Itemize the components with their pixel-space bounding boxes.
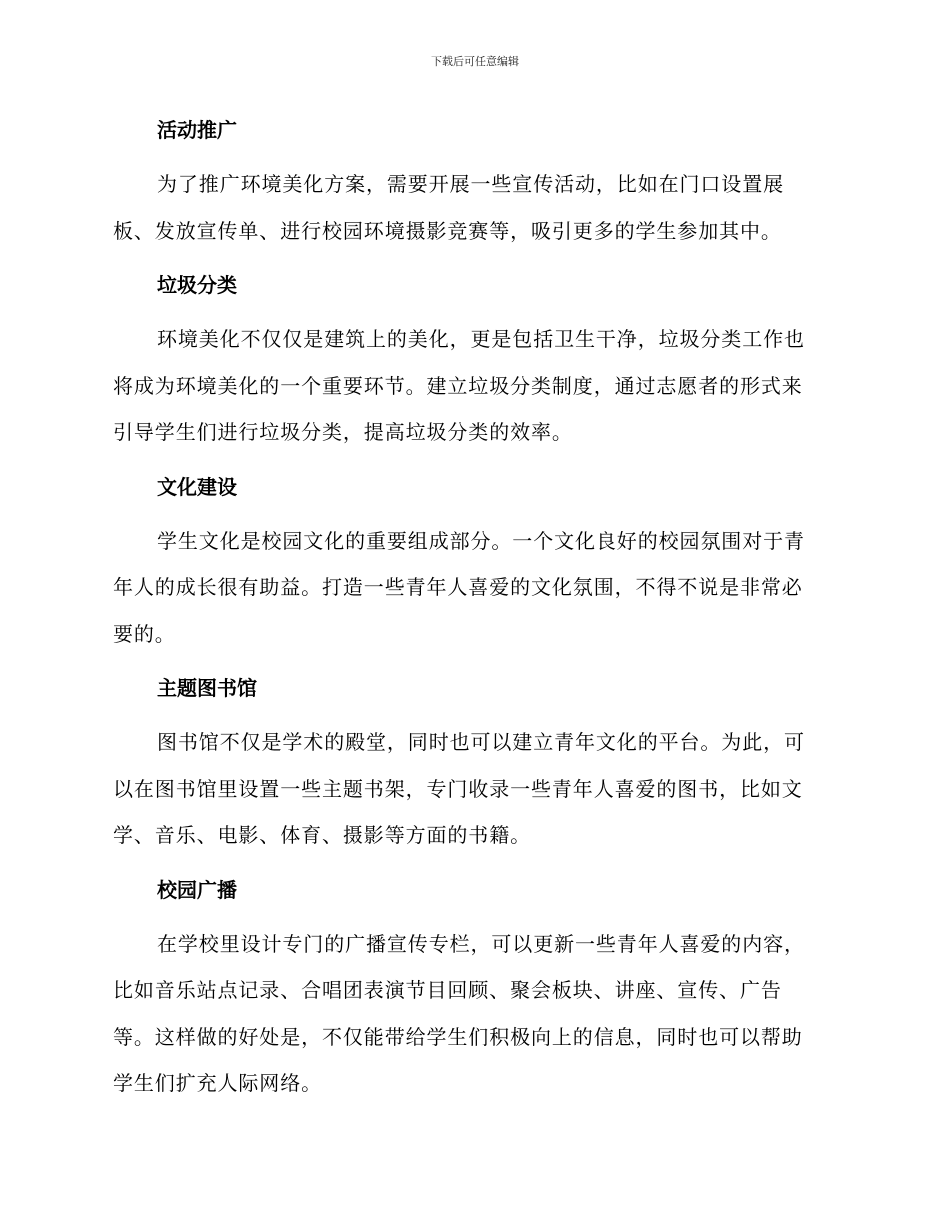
paragraph-line: 以在图书馆里设置一些主题书架，专门收录一些青年人喜爱的图书，比如文 [113,776,803,801]
paragraph-line: 环境美化不仅仅是建筑上的美化，更是包括卫生干净，垃圾分类工作也 [157,327,805,351]
paragraph-line: 引导学生们进行垃圾分类，提高垃圾分类的效率。 [113,420,573,444]
section-title: 主题图书馆 [157,676,257,700]
paragraph-line: 要的。 [113,621,176,646]
paragraph-line: 学生们扩充人际网络。 [113,1071,322,1095]
paragraph-line: 在学校里设计专门的广播宣传专栏，可以更新一些青年人喜爱的内容， [157,931,805,956]
section-activity-promotion [113,108,841,254]
paragraph-line: 等。这样做的好处是，不仅能带给学生们积极向上的信息，同时也可以帮助 [113,1024,803,1049]
paragraph-line: 学生文化是校园文化的重要组成部分。一个文化良好的校园氛围对于青 [157,528,805,553]
section-theme-library [113,666,841,859]
section-title: 文化建设 [157,474,237,499]
paragraph [113,161,841,254]
section-garbage-sorting [113,263,841,456]
section-culture-building [113,465,841,658]
paragraph-line: 年人的成长很有助益。打造一些青年人喜爱的文化氛围，不得不说是非常必 [113,575,803,599]
paragraph [113,921,841,1107]
paragraph-line: 比如音乐站点记录、合唱团表演节目回顾、聚会板块、讲座、宣传、广告 [113,978,782,1002]
paragraph-line: 为了推广环境美化方案，需要开展一些宣传活动，比如在门口设置展 [157,172,784,196]
paragraph [113,518,841,658]
paragraph-line: 学、音乐、电影、体育、摄影等方面的书籍。 [113,823,531,847]
paragraph [113,316,841,456]
paragraph [113,719,841,859]
document-body [113,108,841,1116]
paragraph-line: 板、发放宣传单、进行校园环境摄影竞赛等，吸引更多的学生参加其中。 [113,218,782,243]
section-title: 活动推广 [157,118,237,142]
section-campus-radio [113,868,841,1107]
paragraph-line: 将成为环境美化的一个重要环节。建立垃圾分类制度，通过志愿者的形式来 [113,373,803,398]
page-header: 下载后可任意编辑 [431,55,519,68]
paragraph-line: 图书馆不仅是学术的殿堂，同时也可以建立青年文化的平台。为此，可 [157,730,805,754]
section-title: 校园广播 [157,877,237,902]
section-title: 垃圾分类 [157,273,237,297]
